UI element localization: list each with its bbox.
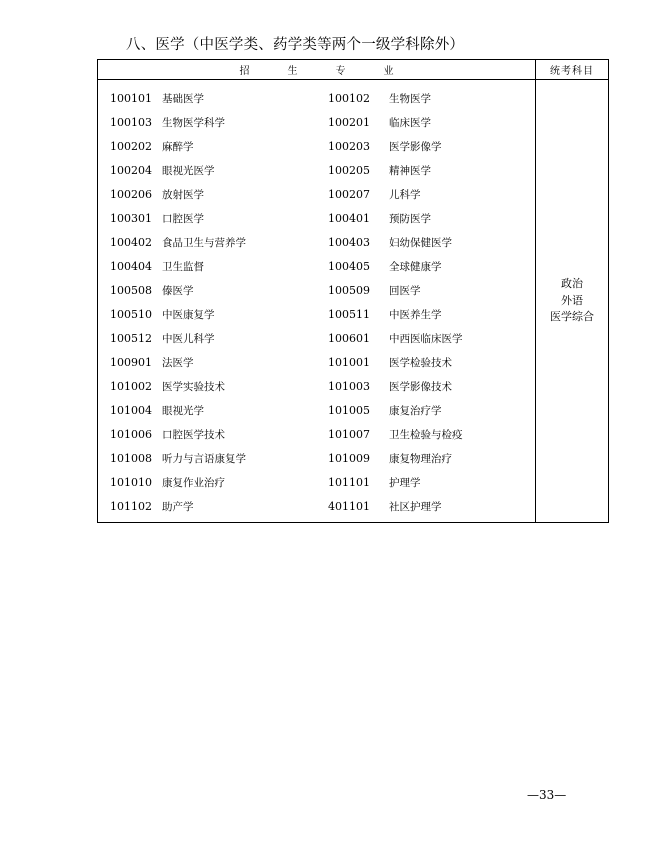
major-name: 眼视光学 (162, 404, 204, 417)
exam-subjects-cell (536, 80, 609, 523)
table-row (98, 230, 535, 254)
major-name: 生物医学 (389, 92, 431, 105)
major-code: 101009 (328, 451, 370, 465)
header-exam-label: 统考科目 (550, 66, 594, 77)
table-header-row (98, 60, 609, 80)
major-name: 康复治疗学 (389, 404, 442, 417)
table-row (98, 182, 535, 206)
major-name: 妇幼保健医学 (389, 236, 452, 249)
table-row (98, 110, 535, 134)
major-name: 社区护理学 (389, 500, 442, 513)
header-major (98, 60, 536, 80)
major-name: 卫生检验与检疫 (389, 428, 463, 441)
table-row (98, 86, 535, 110)
major-code: 101102 (110, 499, 152, 513)
table-row (98, 470, 535, 494)
major-code: 100510 (110, 307, 152, 321)
major-code: 101008 (110, 451, 152, 465)
major-code: 100511 (328, 307, 370, 321)
major-name: 中医养生学 (389, 308, 442, 321)
major-name: 医学影像技术 (389, 380, 452, 393)
table-row (98, 302, 535, 326)
major-code: 100301 (110, 211, 152, 225)
major-code: 101005 (328, 403, 370, 417)
major-code: 100901 (110, 355, 152, 369)
table-row (98, 206, 535, 230)
major-code: 401101 (328, 499, 370, 513)
major-name: 康复物理治疗 (389, 452, 452, 465)
major-name: 放射医学 (162, 188, 204, 201)
major-name: 康复作业治疗 (162, 476, 225, 489)
table-row (98, 254, 535, 278)
table-body-row (98, 80, 609, 523)
major-code: 100103 (110, 115, 152, 129)
major-code: 101006 (110, 427, 152, 441)
table-row (98, 446, 535, 470)
major-name: 全球健康学 (389, 260, 442, 273)
major-name: 生物医学科学 (162, 116, 225, 129)
major-code: 100405 (328, 259, 370, 273)
major-code: 100206 (110, 187, 152, 201)
major-code: 100203 (328, 139, 370, 153)
major-code: 100204 (110, 163, 152, 177)
major-code: 100102 (328, 91, 370, 105)
major-code: 100207 (328, 187, 370, 201)
major-name: 中医儿科学 (162, 332, 215, 345)
major-name: 中医康复学 (162, 308, 215, 321)
major-name: 食品卫生与营养学 (162, 236, 246, 249)
exam-subject: 政治 (561, 277, 583, 291)
major-name: 助产学 (162, 500, 194, 513)
major-code: 101007 (328, 427, 370, 441)
header-exam (536, 60, 609, 80)
major-code: 100402 (110, 235, 152, 249)
major-code: 101101 (328, 475, 370, 489)
major-code: 101001 (328, 355, 370, 369)
major-name: 基础医学 (162, 92, 204, 105)
major-name: 预防医学 (389, 212, 431, 225)
table-row (98, 374, 535, 398)
major-name: 回医学 (389, 284, 421, 297)
major-code: 100101 (110, 91, 152, 105)
major-code: 100508 (110, 283, 152, 297)
exam-subject: 医学综合 (550, 310, 594, 324)
major-code: 100401 (328, 211, 370, 225)
major-code: 100202 (110, 139, 152, 153)
table-row (98, 158, 535, 182)
majors-table (97, 59, 609, 523)
major-name: 儿科学 (389, 188, 421, 201)
major-code: 100509 (328, 283, 370, 297)
major-code: 100205 (328, 163, 370, 177)
major-name: 医学实验技术 (162, 380, 225, 393)
major-name: 口腔医学技术 (162, 428, 225, 441)
major-name: 医学影像学 (389, 140, 442, 153)
table-row (98, 278, 535, 302)
major-code: 100404 (110, 259, 152, 273)
section-title: 八、医学（中医学类、药学类等两个一级学科除外） (126, 37, 465, 53)
major-code: 101010 (110, 475, 152, 489)
major-name: 傣医学 (162, 284, 194, 297)
table-row (98, 134, 535, 158)
major-name: 中西医临床医学 (389, 332, 463, 345)
major-code: 100403 (328, 235, 370, 249)
major-name: 眼视光医学 (162, 164, 215, 177)
majors-list-cell (98, 80, 536, 523)
header-major-label: 招生专业 (239, 66, 432, 77)
table-row (98, 398, 535, 422)
major-code: 100601 (328, 331, 370, 345)
major-code: 100512 (110, 331, 152, 345)
exam-subject: 外语 (561, 293, 583, 307)
major-name: 法医学 (162, 356, 194, 369)
major-name: 麻醉学 (162, 140, 194, 153)
majors-table-wrap (97, 59, 608, 523)
major-name: 临床医学 (389, 116, 431, 129)
major-name: 卫生监督 (162, 260, 204, 273)
table-row (98, 326, 535, 350)
table-row (98, 350, 535, 374)
major-name: 护理学 (389, 476, 421, 489)
major-code: 101002 (110, 379, 152, 393)
major-name: 精神医学 (389, 164, 431, 177)
table-row (98, 494, 535, 518)
major-name: 口腔医学 (162, 212, 204, 225)
table-row (98, 422, 535, 446)
page-number: —33— (527, 788, 567, 802)
major-name: 医学检验技术 (389, 356, 452, 369)
major-code: 101004 (110, 403, 152, 417)
major-code: 101003 (328, 379, 370, 393)
major-code: 100201 (328, 115, 370, 129)
major-name: 听力与言语康复学 (162, 452, 246, 465)
